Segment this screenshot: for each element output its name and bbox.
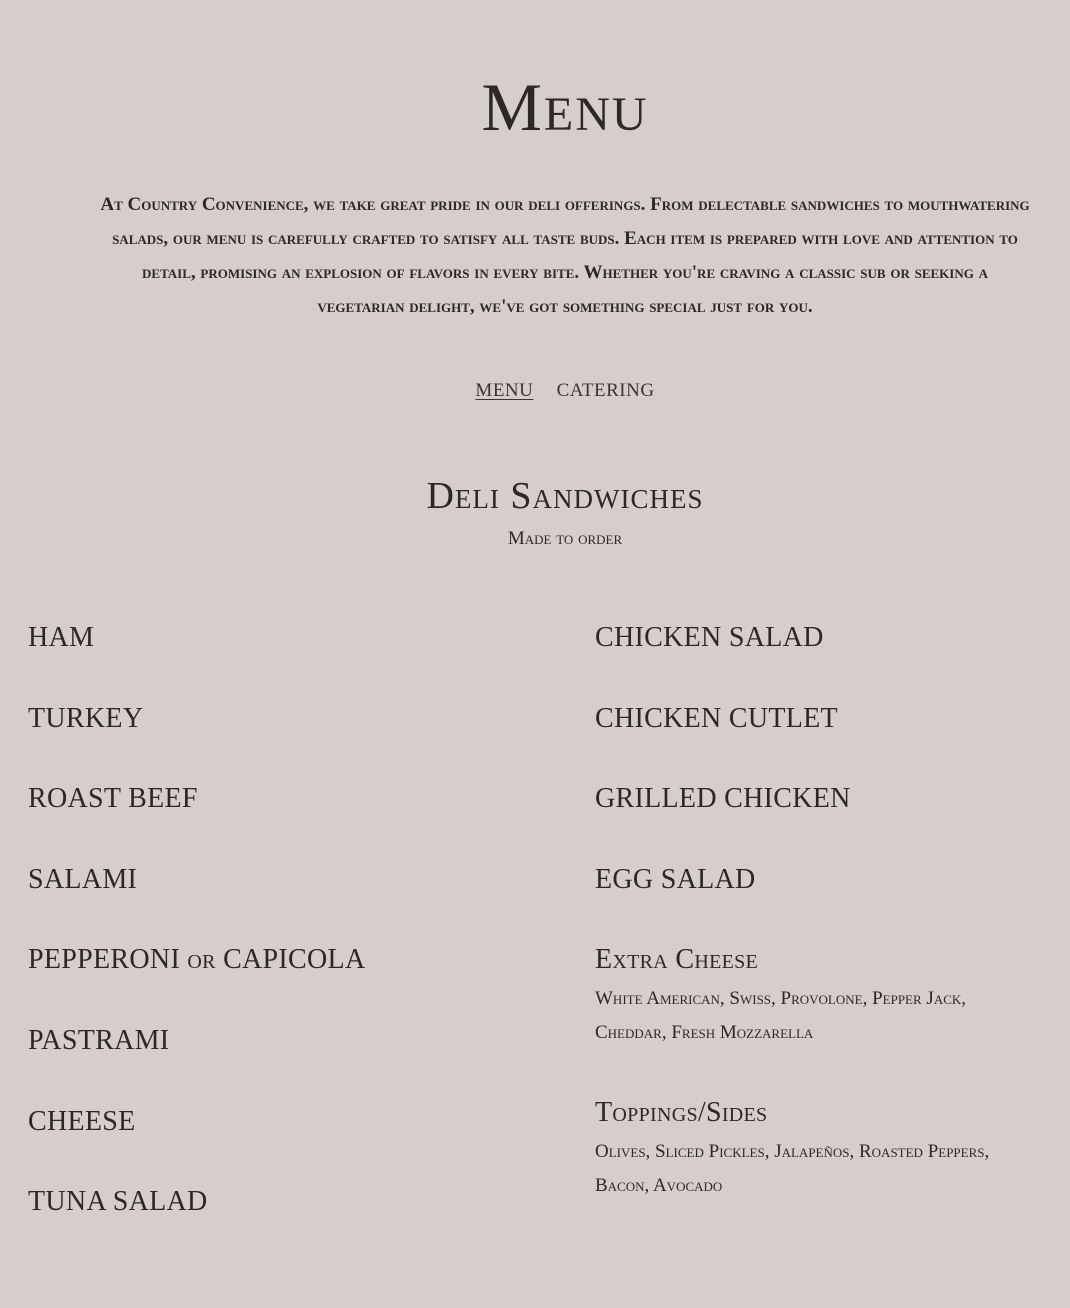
menu-item [28, 1102, 548, 1183]
menu-item [28, 940, 548, 1021]
menu-item-name: SALAMI [28, 863, 138, 895]
menu-nav [0, 380, 1070, 402]
intro-paragraph: At Country Convenience, we take great pride in our deli offerings. From delectable sandwiches to mouthwatering salads, our menu is carefully crafted to satisfy all taste buds. Each item is prepared with love and attention to detail, promising an explosion of flavors in every bite. Whether you're craving a classic sub or seeking a vegetarian delight, we've got something special just for you. [100, 194, 1030, 317]
menu-item-description: White American, Swiss, Provolone, Pepper Jack, Cheddar, Fresh Mozzarella [595, 988, 967, 1044]
menu-item-name-conjunction: or [187, 944, 216, 976]
menu-item [28, 699, 548, 780]
menu-item-name: Toppings/Sides [595, 1097, 768, 1129]
menu-item [28, 860, 548, 941]
section-title: Deli Sandwiches [426, 475, 704, 517]
page-title: Menu [481, 69, 649, 145]
menu-item-name: PASTRAMI [28, 1024, 170, 1056]
menu-item [595, 618, 1035, 699]
menu-item-name: CHEESE [28, 1105, 136, 1137]
section-subtitle: Made to order [507, 528, 623, 549]
menu-item-name: GRILLED CHICKEN [595, 783, 851, 815]
menu-item-name: CHICKEN SALAD [595, 622, 824, 653]
menu-item [28, 779, 548, 860]
menu-item-name-part: PEPPERONI [28, 944, 188, 976]
menu-item-name: EGG SALAD [595, 863, 756, 895]
menu-item-name-part: CAPICOLA [215, 944, 366, 976]
menu-item-name: CHICKEN CUTLET [595, 702, 838, 734]
menu-item [28, 1182, 548, 1263]
menu-item-extra-cheese [595, 940, 1035, 1093]
menu-item-name: TUNA SALAD [28, 1186, 208, 1218]
menu-item [28, 1021, 548, 1102]
menu-item-name: ROAST BEEF [28, 783, 198, 815]
nav-link-menu[interactable]: MENU [475, 380, 534, 401]
menu-item [595, 779, 1035, 860]
menu-item-name: TURKEY [28, 702, 144, 734]
menu-item-description: Olives, Sliced Pickles, Jalapeños, Roasted Peppers, Bacon, Avocado [595, 1141, 990, 1197]
menu-item-name: Extra Cheese [595, 944, 759, 976]
nav-link-catering[interactable]: CATERING [556, 380, 655, 401]
menu-item [595, 699, 1035, 780]
menu-column-left [28, 618, 548, 1263]
menu-column-right [595, 618, 1035, 1246]
menu-item [595, 860, 1035, 941]
menu-item [28, 618, 548, 699]
menu-item-name: HAM [28, 622, 95, 653]
menu-item-toppings-sides [595, 1093, 1035, 1246]
menu-item-name [28, 940, 548, 980]
